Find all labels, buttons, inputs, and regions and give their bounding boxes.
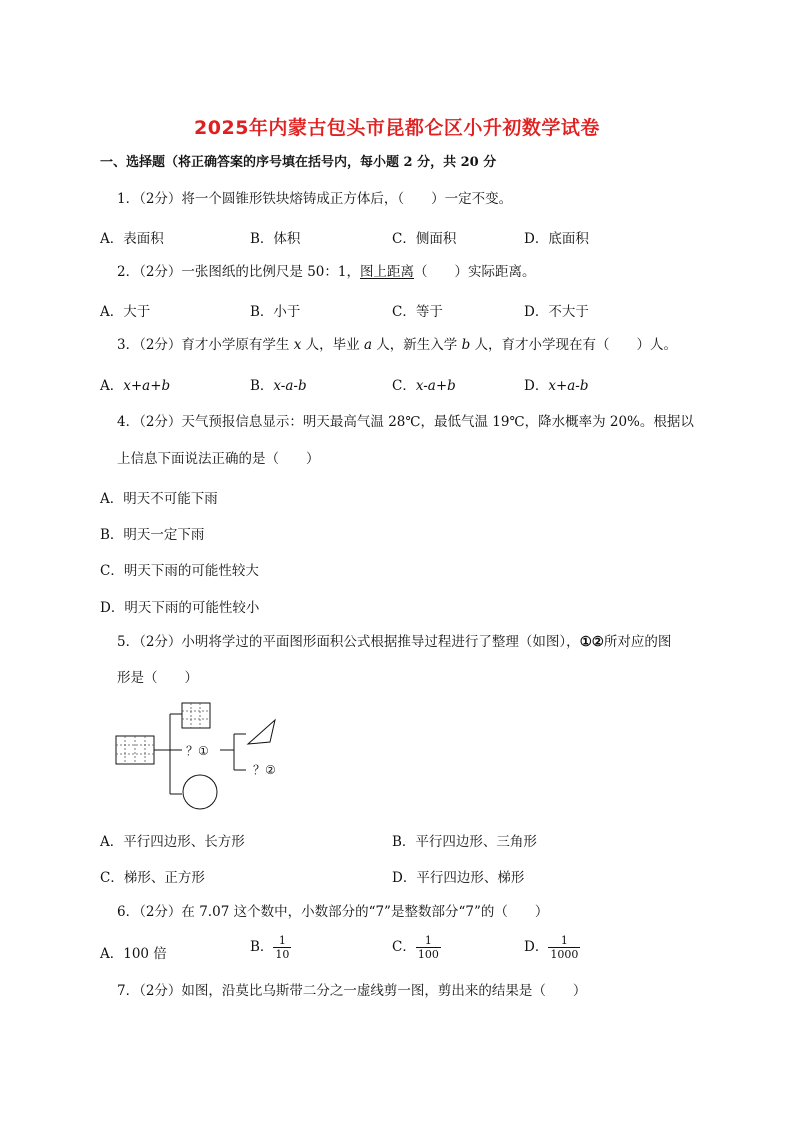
question-4-stem-line-2: 上信息下面说法正确的是（ ） — [117, 451, 320, 467]
question-2-stem — [117, 263, 536, 281]
question-3-stem — [117, 336, 677, 354]
fraction-numerator: 1 — [273, 934, 291, 948]
diagram-label-2: ？② — [253, 763, 276, 777]
q6-option-c — [392, 934, 441, 961]
section-heading: 一、选择题（将正确答案的序号填在括号内，每小题 2 分，共 20 分 — [100, 155, 497, 170]
q6-option-a: A．100 倍 — [100, 946, 167, 962]
q2-stem-part-1: 2．（2分）一张图纸的比例尺是 50：1， — [117, 264, 360, 280]
q6-option-d — [524, 934, 580, 961]
area-derivation-diagram — [110, 700, 300, 812]
q2-option-c: C．等于 — [392, 304, 443, 320]
question-7-stem: 7．（2分）如图，沿莫比乌斯带二分之一虚线剪一图，剪出来的结果是（ ） — [117, 983, 587, 999]
q5-stem-part-2: 所对应的图 — [603, 634, 672, 650]
q2-stem-underlined: 图上距离 — [360, 264, 414, 280]
q3-stem-part-2: 人，毕业 — [301, 337, 364, 353]
fraction-denominator: 100 — [417, 948, 439, 961]
q5-option-a: A．平行四边形、长方形 — [100, 834, 245, 850]
circle-shape — [183, 775, 217, 809]
q6-option-c-letter: C． — [392, 939, 416, 955]
q5-circled-marks: ①② — [579, 634, 604, 650]
q5-option-c: C．梯形、正方形 — [100, 870, 205, 886]
q3-var-x: x — [293, 337, 302, 353]
q5-stem-part-1: 5．（2分）小明将学过的平面图形面积公式根据推导过程进行了整理（如图）， — [117, 634, 580, 650]
q6-option-b — [250, 934, 291, 961]
q6-option-c-fraction — [416, 934, 441, 961]
q3-stem-part-3: 人，新生入学 — [372, 337, 462, 353]
q1-option-b: B．体积 — [250, 231, 301, 247]
q3-option-c — [392, 374, 456, 394]
q2-option-d: D．不大于 — [524, 304, 589, 320]
fraction-denominator: 1000 — [550, 948, 579, 961]
q3-option-c-expr: x-a+b — [415, 378, 456, 394]
q3-option-a — [100, 374, 170, 394]
q3-option-a-expr: x+a+b — [123, 378, 171, 394]
q4-option-c: C．明天下雨的可能性较大 — [100, 563, 259, 579]
q3-stem-part-1: 3．（2分）育才小学原有学生 — [117, 337, 294, 353]
fraction-denominator: 10 — [275, 948, 290, 961]
q5-option-b: B．平行四边形、三角形 — [392, 834, 537, 850]
exam-title: 2025年内蒙古包头市昆都仑区小升初数学试卷 — [194, 117, 600, 139]
question-6-stem: 6．（2分）在 7.07 这个数中，小数部分的“7”是整数部分“7”的（ ） — [117, 904, 549, 920]
q3-option-d-letter: D． — [524, 378, 549, 394]
q1-option-a: A．表面积 — [100, 231, 164, 247]
q2-stem-part-3: （ ）实际距离。 — [414, 264, 536, 280]
q2-option-b: B．小于 — [250, 304, 301, 320]
q3-option-b — [250, 374, 307, 394]
q3-option-b-expr: x-a-b — [273, 378, 307, 394]
q3-option-d-expr: x+a-b — [548, 378, 589, 394]
question-5-stem-line-2: 形是（ ） — [117, 670, 198, 686]
q4-option-a: A．明天不可能下雨 — [100, 491, 218, 507]
q3-var-a: a — [363, 337, 373, 353]
diagram-label-1: ？① — [186, 744, 209, 758]
q6-option-b-fraction — [273, 934, 291, 961]
q1-option-d: D．底面积 — [524, 231, 589, 247]
q4-option-d: D．明天下雨的可能性较小 — [100, 600, 260, 616]
q6-option-d-letter: D． — [524, 939, 549, 955]
q3-option-a-letter: A． — [100, 378, 124, 394]
q3-option-d — [524, 374, 589, 394]
triangle-shape — [248, 720, 275, 744]
q1-option-c: C．侧面积 — [392, 231, 457, 247]
fraction-numerator: 1 — [416, 934, 441, 948]
question-4-stem-line-1: 4．（2分）天气预报信息显示：明天最高气温 28℃，最低气温 19℃，降水概率为 20%。根据以 — [117, 414, 694, 430]
q3-stem-part-4: 人，育才小学现在有（ ）人。 — [470, 337, 678, 353]
q4-option-b: B．明天一定下雨 — [100, 527, 205, 543]
fraction-numerator: 1 — [548, 934, 580, 948]
q6-option-b-letter: B． — [250, 939, 274, 955]
question-1-stem: 1．（2分）将一个圆锥形铁块熔铸成正方体后，（ ）一定不变。 — [117, 191, 513, 207]
rectangle-grid-shape — [116, 736, 154, 764]
q3-option-c-letter: C． — [392, 378, 416, 394]
q3-option-b-letter: B． — [250, 378, 274, 394]
q2-option-a: A．大于 — [100, 304, 151, 320]
question-5-stem-line-1 — [117, 633, 671, 651]
q6-option-d-fraction — [548, 934, 580, 961]
q5-option-d: D．平行四边形、梯形 — [392, 870, 525, 886]
q3-var-b: b — [461, 337, 471, 353]
square-grid-shape — [182, 703, 210, 728]
